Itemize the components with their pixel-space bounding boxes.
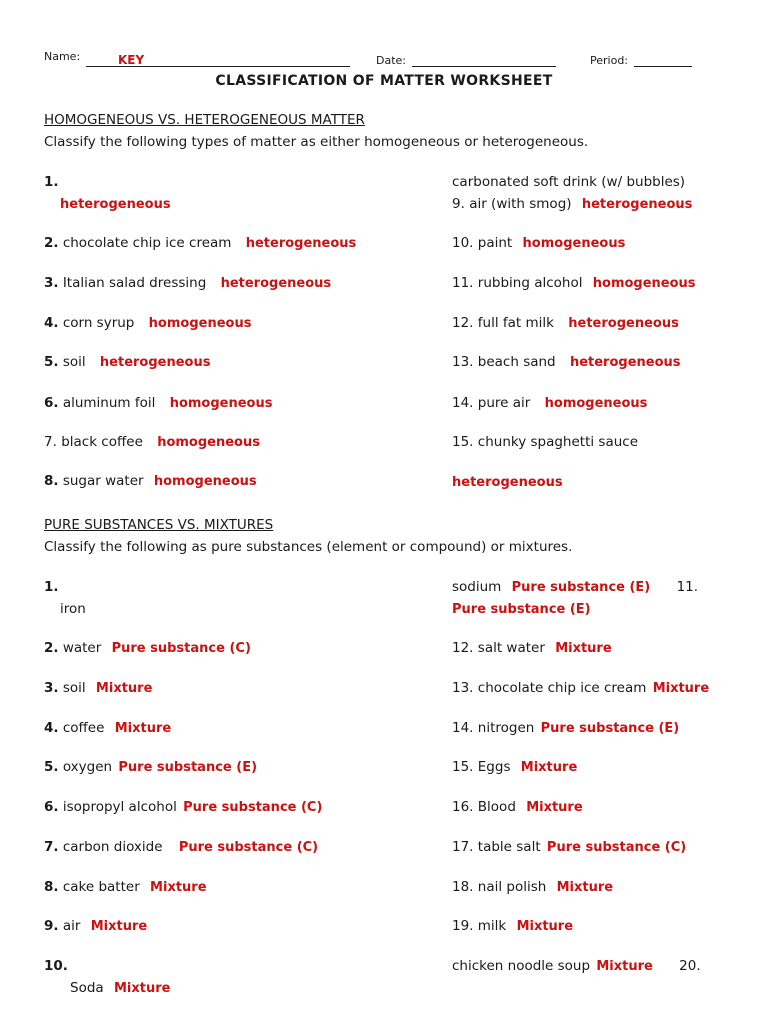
s2-item-20 [452,958,701,974]
item-text: air (with smog) [469,196,572,212]
item-answer: Pure substance (E) [540,721,680,736]
item-answer: Mixture [113,981,171,996]
item-number: 4. [44,720,59,736]
s1-item-carbonated [452,174,685,190]
s2-item-18 [452,879,613,895]
item-text: sodium [452,579,502,595]
s2-item-10 [44,958,68,974]
s1-item-10 [452,235,625,251]
item-number: 6. [44,395,59,411]
item-text: isopropyl alcohol [62,799,177,815]
item-answer: homogeneous [148,316,252,331]
item-number: 14. [452,720,474,736]
s2-item-1 [44,579,59,595]
s2-item-14 [452,720,679,736]
item-number: 19. [452,918,474,934]
item-text: water [62,640,102,656]
s2-item-sodium [452,579,698,595]
item-number: 12. [452,640,474,656]
s2-item-16 [452,799,583,815]
item-number: 11. [452,275,474,291]
s1-item-11 [452,275,696,291]
item-answer: Mixture [652,681,710,696]
s1-item-12 [452,315,679,331]
item-number-trailing: 11. [676,579,699,595]
s2-item-12 [452,640,612,656]
item-number: 18. [452,879,474,895]
item-number: 8. [44,473,59,489]
item-answer: Pure substance (E) [511,580,651,595]
item-answer: heterogeneous [99,355,211,370]
item-number: 17. [452,839,474,855]
item-text: full fat milk [477,315,554,331]
item-text: carbonated soft drink (w/ bubbles) [452,174,686,190]
s2-item-8 [44,879,207,895]
item-answer: heterogeneous [568,316,679,331]
s2-item-19 [452,918,573,934]
item-text: oxygen [62,759,113,775]
item-number: 2. [44,235,59,251]
item-text: chicken noodle soup [452,958,591,974]
item-answer: Mixture [516,919,574,934]
item-text: milk [477,918,507,934]
item-answer: Pure substance (C) [111,641,251,656]
item-text: sugar water [62,473,144,489]
item-answer: homogeneous [592,276,696,291]
item-answer: Mixture [526,800,583,815]
item-number: 10. [44,958,68,974]
item-number: 8. [44,879,59,895]
item-number: 10. [452,235,474,251]
item-answer: Mixture [95,681,153,696]
s1-item-9 [452,196,692,212]
s2-item-5 [44,759,257,775]
item-number: 9. [44,918,59,934]
item-text: chunky spaghetti sauce [477,434,639,450]
s1-item-1 [44,174,59,190]
item-text: carbon dioxide [62,839,163,855]
item-number: 2. [44,640,59,656]
item-answer: Pure substance (C) [183,800,323,815]
item-answer: Pure substance (C) [546,840,687,855]
s2-item-17 [452,839,686,855]
item-text: chocolate chip ice cream [477,680,647,696]
item-number: 5. [44,759,59,775]
item-number: 14. [452,395,474,411]
section2-instructions: Classify the following as pure substances (element or compound) or mixtures. [44,539,573,555]
item-answer: homogeneous [169,396,273,411]
s1-item-13 [452,354,681,370]
item-number: 15. [452,759,474,775]
item-number: 7. [44,434,57,450]
s2-item-2 [44,640,251,656]
item-text: Eggs [477,759,511,775]
s2-item-10-text-row [70,980,170,996]
s2-item-4 [44,720,171,736]
s1-item-4 [44,315,251,331]
date-label: Date: [376,54,406,67]
item-text: Blood [477,799,516,815]
item-text: iron [60,601,86,617]
item-text: black coffee [61,434,143,450]
item-answer: Pure substance (E) [118,760,258,775]
section1-heading: HOMOGENEOUS VS. HETEROGENEOUS MATTER [44,112,365,128]
item-answer: heterogeneous [220,276,332,291]
item-number: 9. [452,196,465,212]
item-answer: Mixture [114,721,172,736]
name-value: KEY [118,53,145,67]
item-answer: homogeneous [153,474,257,489]
item-text: nitrogen [477,720,535,736]
item-text: table salt [477,839,541,855]
item-text: cake batter [62,879,140,895]
s2-item-7 [44,839,318,855]
s1-item-1-answer-row [60,196,171,212]
item-text: soil [62,680,86,696]
item-number: 13. [452,680,474,696]
item-text: corn syrup [62,315,135,331]
s1-item-3 [44,275,331,291]
item-number: 13. [452,354,474,370]
name-label: Name: [44,50,81,63]
s2-item-11-answer-row [452,601,591,617]
item-text: pure air [477,395,531,411]
period-label: Period: [590,54,629,67]
item-answer: homogeneous [522,236,626,251]
item-text: beach sand [477,354,556,370]
item-answer: Pure substance (C) [178,840,319,855]
item-answer: Mixture [596,959,653,974]
period-blank[interactable] [634,66,692,67]
s1-item-5 [44,354,211,370]
item-text: nail polish [477,879,547,895]
worksheet-title: CLASSIFICATION OF MATTER WORKSHEET [215,73,553,89]
item-answer: homogeneous [157,435,260,450]
item-number: 4. [44,315,59,331]
item-number: 1. [44,579,59,595]
item-number: 1. [44,174,59,190]
item-answer: Mixture [90,919,148,934]
s2-item-6 [44,799,322,815]
item-answer: Mixture [150,880,207,895]
item-number: 7. [44,839,59,855]
item-text: Italian salad dressing [62,275,207,291]
item-answer: heterogeneous [452,475,563,490]
item-text: soil [62,354,86,370]
item-answer: heterogeneous [245,236,357,251]
item-text: salt water [477,640,545,656]
item-text: Soda [70,980,104,996]
item-answer: heterogeneous [581,197,693,212]
item-text: coffee [62,720,105,736]
s1-item-8 [44,473,257,489]
item-answer: heterogeneous [569,355,681,370]
s2-item-13 [452,680,709,696]
item-text: rubbing alcohol [477,275,583,291]
item-number: 5. [44,354,59,370]
item-number: 3. [44,680,59,696]
item-answer: heterogeneous [60,197,171,212]
item-number: 15. [452,434,474,450]
s1-item-2 [44,235,356,251]
item-number: 16. [452,799,474,815]
s2-item-1-text-row [60,601,86,617]
item-text: chocolate chip ice cream [62,235,232,251]
item-answer: Mixture [555,641,612,656]
section2-heading: PURE SUBSTANCES VS. MIXTURES [44,517,274,533]
item-answer: homogeneous [544,396,648,411]
date-blank[interactable] [412,66,556,67]
s1-item-14 [452,395,647,411]
item-number: 12. [452,315,474,331]
item-answer: Mixture [556,880,614,895]
s1-item-6 [44,395,272,411]
item-number-trailing: 20. [679,958,701,974]
item-number: 6. [44,799,59,815]
item-text: aluminum foil [62,395,156,411]
item-text: paint [477,235,513,251]
section1-instructions: Classify the following types of matter as either homogeneous or heterogeneous. [44,134,589,150]
s1-item-15-answer-row [452,474,563,490]
s1-item-15 [452,434,638,450]
s2-item-9 [44,918,147,934]
s2-item-3 [44,680,152,696]
item-number: 3. [44,275,59,291]
item-answer: Mixture [520,760,578,775]
item-text: air [62,918,81,934]
s2-item-15 [452,759,577,775]
s1-item-7 [44,434,260,450]
item-answer: Pure substance (E) [452,602,591,617]
